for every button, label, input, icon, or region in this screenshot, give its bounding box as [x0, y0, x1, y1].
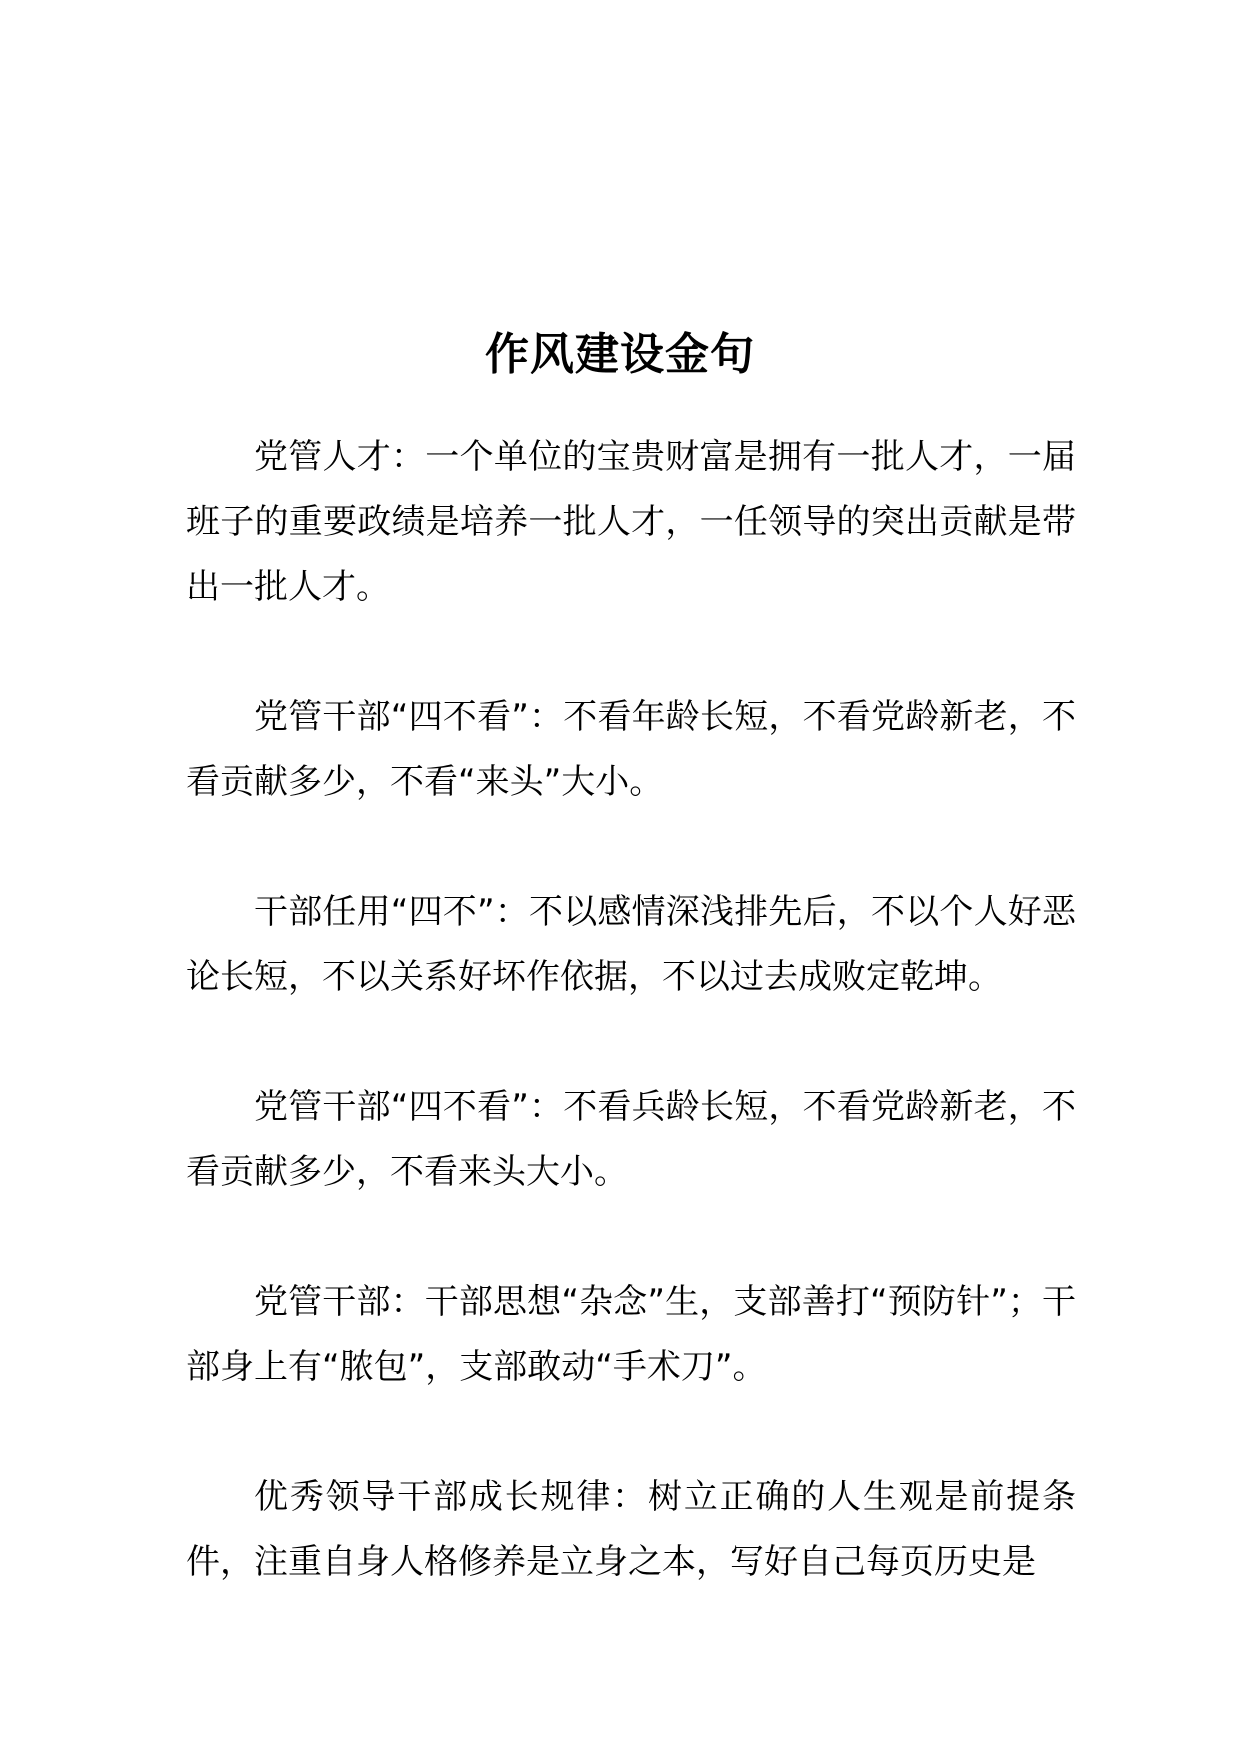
paragraph-four-not-appointment: 干部任用“四不”：不以感情深浅排先后，不以个人好恶论长短，不以关系好坏作依据，不以过去成败定乾坤。: [186, 892, 1076, 997]
paragraph-cadre-supervision: 党管干部：干部思想“杂念”生，支部善打“预防针”；干部身上有“脓包”，支部敢动“手术刀”。: [186, 1282, 1076, 1387]
paragraph-talent-management: 党管人才：一个单位的宝贵财富是拥有一批人才，一届班子的重要政绩是培养一批人才，一任领导的突出贡献是带出一批人才。: [186, 437, 1076, 607]
paragraph-four-not-look-military: 党管干部“四不看”：不看兵龄长短，不看党龄新老，不看贡献多少，不看来头大小。: [186, 1087, 1076, 1192]
paragraph-growth-pattern: 优秀领导干部成长规律：树立正确的人生观是前提条件，注重自身人格修养是立身之本，写好自己每页历史是: [186, 1477, 1076, 1582]
paragraph-four-not-look: 党管干部“四不看”：不看年龄长短，不看党龄新老，不看贡献多少，不看“来头”大小。: [186, 697, 1076, 802]
document-title: 作风建设金句: [485, 329, 755, 381]
